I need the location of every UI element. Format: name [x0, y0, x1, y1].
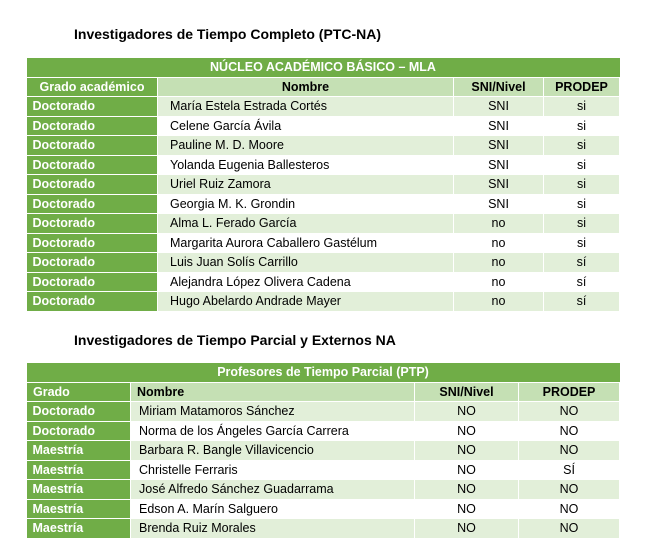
table-row: [27, 402, 620, 422]
table-row: [27, 441, 620, 461]
cell-grade: Doctorado: [27, 233, 158, 253]
ptp-heading: Investigadores de Tiempo Parcial y Externos NA: [74, 332, 396, 348]
ptp-col-grado: Grado: [27, 382, 131, 402]
table-row: [27, 116, 620, 136]
cell-name: Luis Juan Solís Carrillo: [158, 253, 454, 273]
table-row: [27, 97, 620, 117]
table-row: [27, 136, 620, 156]
table-row: [27, 421, 620, 441]
cell-name: Christelle Ferraris: [131, 460, 415, 480]
table-row: [27, 519, 620, 539]
cell-sni: NO: [415, 519, 519, 539]
cell-sni: SNI: [454, 175, 544, 195]
cell-grade: Maestría: [27, 480, 131, 500]
cell-prodep: sí: [544, 272, 620, 292]
cell-prodep: NO: [519, 421, 620, 441]
cell-name: Miriam Matamoros Sánchez: [131, 402, 415, 422]
cell-prodep: NO: [519, 519, 620, 539]
ptc-col-nombre: Nombre: [158, 77, 454, 97]
cell-name: Norma de los Ángeles García Carrera: [131, 421, 415, 441]
table-row: [27, 292, 620, 312]
table-row: [27, 194, 620, 214]
ptp-col-prodep: PRODEP: [519, 382, 620, 402]
ptp-col-sni: SNI/Nivel: [415, 382, 519, 402]
cell-grade: Maestría: [27, 460, 131, 480]
cell-prodep: si: [544, 97, 620, 117]
table-row: [27, 480, 620, 500]
ptp-header-row: [27, 382, 620, 402]
cell-name: Celene García Ávila: [158, 116, 454, 136]
cell-grade: Doctorado: [27, 116, 158, 136]
cell-prodep: si: [544, 233, 620, 253]
cell-name: Georgia M. K. Grondin: [158, 194, 454, 214]
table-row: [27, 214, 620, 234]
ptc-table: [26, 58, 620, 312]
cell-grade: Doctorado: [27, 155, 158, 175]
ptc-header-row: [27, 77, 620, 97]
ptc-table-title-row: [27, 58, 620, 77]
ptp-table-title-row: [27, 363, 620, 382]
cell-sni: SNI: [454, 116, 544, 136]
cell-prodep: sí: [544, 292, 620, 312]
cell-grade: Maestría: [27, 519, 131, 539]
cell-sni: NO: [415, 499, 519, 519]
cell-sni: NO: [415, 441, 519, 461]
cell-prodep: si: [544, 194, 620, 214]
cell-name: Pauline M. D. Moore: [158, 136, 454, 156]
cell-name: Brenda Ruiz Morales: [131, 519, 415, 539]
cell-sni: no: [454, 272, 544, 292]
cell-prodep: si: [544, 214, 620, 234]
ptc-col-prodep: PRODEP: [544, 77, 620, 97]
cell-sni: no: [454, 233, 544, 253]
cell-sni: no: [454, 214, 544, 234]
cell-prodep: sí: [544, 253, 620, 273]
cell-name: Yolanda Eugenia Ballesteros: [158, 155, 454, 175]
cell-prodep: si: [544, 155, 620, 175]
table-row: [27, 175, 620, 195]
cell-grade: Doctorado: [27, 136, 158, 156]
cell-sni: no: [454, 253, 544, 273]
table-row: [27, 460, 620, 480]
cell-prodep: si: [544, 175, 620, 195]
ptp-table-title: Profesores de Tiempo Parcial (PTP): [27, 363, 620, 382]
cell-sni: SNI: [454, 194, 544, 214]
cell-sni: NO: [415, 421, 519, 441]
cell-grade: Doctorado: [27, 292, 158, 312]
cell-sni: NO: [415, 460, 519, 480]
cell-name: Margarita Aurora Caballero Gastélum: [158, 233, 454, 253]
cell-prodep: NO: [519, 499, 620, 519]
cell-grade: Maestría: [27, 499, 131, 519]
table-row: [27, 233, 620, 253]
ptc-table-title: NÚCLEO ACADÉMICO BÁSICO – MLA: [27, 58, 620, 77]
cell-name: Alejandra López Olivera Cadena: [158, 272, 454, 292]
cell-sni: NO: [415, 480, 519, 500]
table-row: [27, 499, 620, 519]
cell-grade: Doctorado: [27, 253, 158, 273]
cell-name: Hugo Abelardo Andrade Mayer: [158, 292, 454, 312]
cell-name: Uriel Ruiz Zamora: [158, 175, 454, 195]
cell-prodep: SÍ: [519, 460, 620, 480]
cell-prodep: si: [544, 116, 620, 136]
cell-prodep: NO: [519, 441, 620, 461]
cell-prodep: NO: [519, 480, 620, 500]
cell-grade: Maestría: [27, 441, 131, 461]
ptc-table-body: [27, 97, 620, 312]
table-row: [27, 155, 620, 175]
table-row: [27, 253, 620, 273]
table-row: [27, 272, 620, 292]
cell-prodep: NO: [519, 402, 620, 422]
cell-grade: Doctorado: [27, 402, 131, 422]
cell-name: Edson A. Marín Salguero: [131, 499, 415, 519]
cell-grade: Doctorado: [27, 214, 158, 234]
ptp-table: [26, 363, 620, 539]
cell-sni: SNI: [454, 155, 544, 175]
cell-name: Barbara R. Bangle Villavicencio: [131, 441, 415, 461]
cell-grade: Doctorado: [27, 272, 158, 292]
cell-grade: Doctorado: [27, 194, 158, 214]
cell-sni: SNI: [454, 97, 544, 117]
cell-grade: Doctorado: [27, 421, 131, 441]
cell-prodep: si: [544, 136, 620, 156]
cell-grade: Doctorado: [27, 97, 158, 117]
cell-name: María Estela Estrada Cortés: [158, 97, 454, 117]
ptc-col-sni: SNI/Nivel: [454, 77, 544, 97]
cell-name: Alma L. Ferado García: [158, 214, 454, 234]
ptp-table-body: [27, 402, 620, 539]
ptc-heading: Investigadores de Tiempo Completo (PTC-NA): [74, 26, 381, 42]
cell-sni: SNI: [454, 136, 544, 156]
cell-sni: no: [454, 292, 544, 312]
ptp-col-nombre: Nombre: [131, 382, 415, 402]
cell-sni: NO: [415, 402, 519, 422]
cell-name: José Alfredo Sánchez Guadarrama: [131, 480, 415, 500]
ptc-col-grado: Grado académico: [27, 77, 158, 97]
cell-grade: Doctorado: [27, 175, 158, 195]
